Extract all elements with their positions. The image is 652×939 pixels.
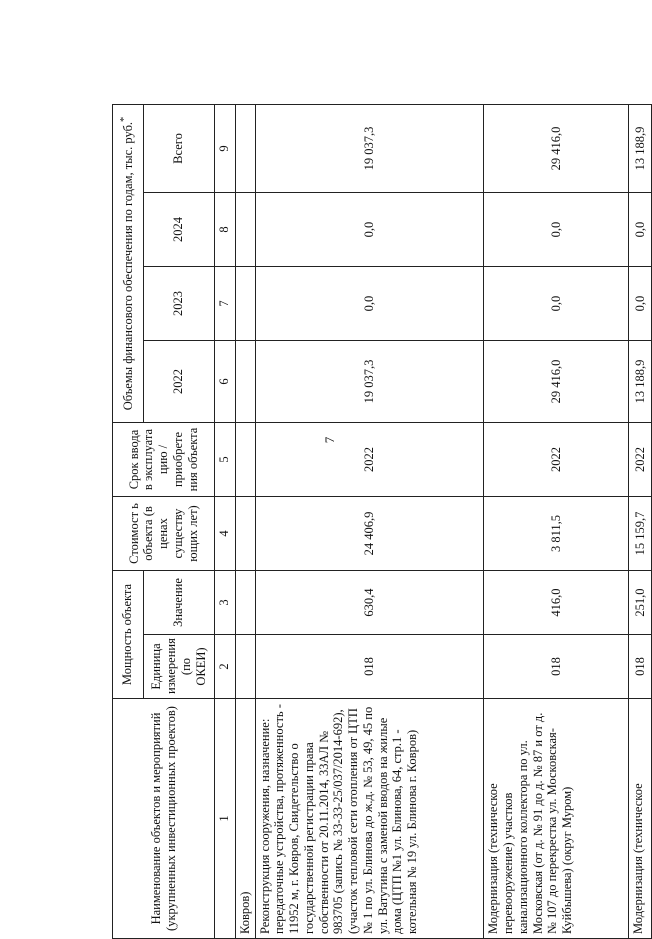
row-total: 13 188,9 (629, 104, 652, 192)
section-empty-7 (235, 267, 255, 341)
column-number-row (215, 104, 235, 938)
colnum-2: 2 (215, 635, 235, 699)
colnum-6: 6 (215, 341, 235, 423)
header-row-1 (113, 104, 144, 938)
row-2023: 0,0 (484, 267, 629, 341)
row-cost: 15 159,7 (629, 497, 652, 571)
section-label: Ковров) (235, 699, 255, 939)
row-2024: 0,0 (484, 193, 629, 267)
row-2023: 0,0 (255, 267, 484, 341)
section-empty-3 (235, 571, 255, 635)
colnum-7: 7 (215, 267, 235, 341)
section-empty-2 (235, 635, 255, 699)
header-unit: Единица измерения (по ОКЕИ) (143, 635, 214, 699)
row-value: 630,4 (255, 571, 484, 635)
row-name: Модернизация (техническое (629, 699, 652, 939)
row-2022: 29 416,0 (484, 341, 629, 423)
investment-table (112, 104, 652, 939)
header-finance-text: Объемы финансового обеспечения по годам, тыс. руб. (121, 121, 136, 411)
section-empty-8 (235, 193, 255, 267)
colnum-3: 3 (215, 571, 235, 635)
table-row (629, 104, 652, 938)
row-unit: 018 (484, 635, 629, 699)
header-cost: Стоимост ь объекта (в ценах существу ющих лет) (113, 497, 215, 571)
colnum-8: 8 (215, 193, 235, 267)
colnum-1: 1 (215, 699, 235, 939)
row-total: 29 416,0 (484, 104, 629, 192)
colnum-9: 9 (215, 104, 235, 192)
header-2024: 2024 (143, 193, 214, 267)
row-2022: 19 037,3 (255, 341, 484, 423)
header-finance-mark: * (119, 116, 131, 122)
header-2023: 2023 (143, 267, 214, 341)
table-row (255, 104, 484, 938)
row-total: 19 037,3 (255, 104, 484, 192)
row-cost: 24 406,9 (255, 497, 484, 571)
section-empty-5 (235, 423, 255, 497)
row-unit: 018 (629, 635, 652, 699)
section-row (235, 104, 255, 938)
header-2022: 2022 (143, 341, 214, 423)
header-finance (113, 104, 144, 422)
header-total: Всего (143, 104, 214, 192)
header-term: Срок ввода в эксплуата цию / приобрете ния объекта (113, 423, 215, 497)
header-name: Наименование объектов и мероприятий (укрупненных инвестиционных проектов) (113, 699, 215, 939)
row-2024: 0,0 (629, 193, 652, 267)
colnum-4: 4 (215, 497, 235, 571)
row-2023: 0,0 (629, 267, 652, 341)
table-row (484, 104, 629, 938)
page-number: 7 (322, 436, 337, 444)
row-value: 251,0 (629, 571, 652, 635)
row-name: Модернизация (техническое перевооружение) участков канализационного коллектора по ул. Московская (от д. № 91 до д. № 87 и от д. № 107 до перекрестка ул. Московская-Куйбышева) (округ Муром) (484, 699, 629, 939)
colnum-5: 5 (215, 423, 235, 497)
section-empty-9 (235, 104, 255, 192)
row-value: 416,0 (484, 571, 629, 635)
row-term: 2022 (629, 423, 652, 497)
header-capacity: Мощность объекта (113, 571, 144, 699)
row-term: 2022 (484, 423, 629, 497)
header-value: Значение (143, 571, 214, 635)
row-2022: 13 188,9 (629, 341, 652, 423)
section-empty-6 (235, 341, 255, 423)
row-unit: 018 (255, 635, 484, 699)
row-name: Реконструкция сооружения, назначение: передаточные устройства, протяженность - 11952 м, г. Ковров, Свидетельство о государственной регистрации права собственности от 20.11.2014, 33АЛ № 983705 (запись № 33-33-25/037/2014-692), (участок тепловой сети отопления от ЦТП № 1 по ул. Блинова до ж.д. № 53, 49, 45 по ул. Ватутина с заменой вводов на жилые дома (ЦТП №1 ул. Блинова, 64, стр.1 - котельная № 19 ул. Блинова г. Ковров) (255, 699, 484, 939)
section-empty-4 (235, 497, 255, 571)
row-term: 2022 (255, 423, 484, 497)
row-2024: 0,0 (255, 193, 484, 267)
row-cost: 3 811,5 (484, 497, 629, 571)
investment-table-rotated (112, 105, 652, 939)
